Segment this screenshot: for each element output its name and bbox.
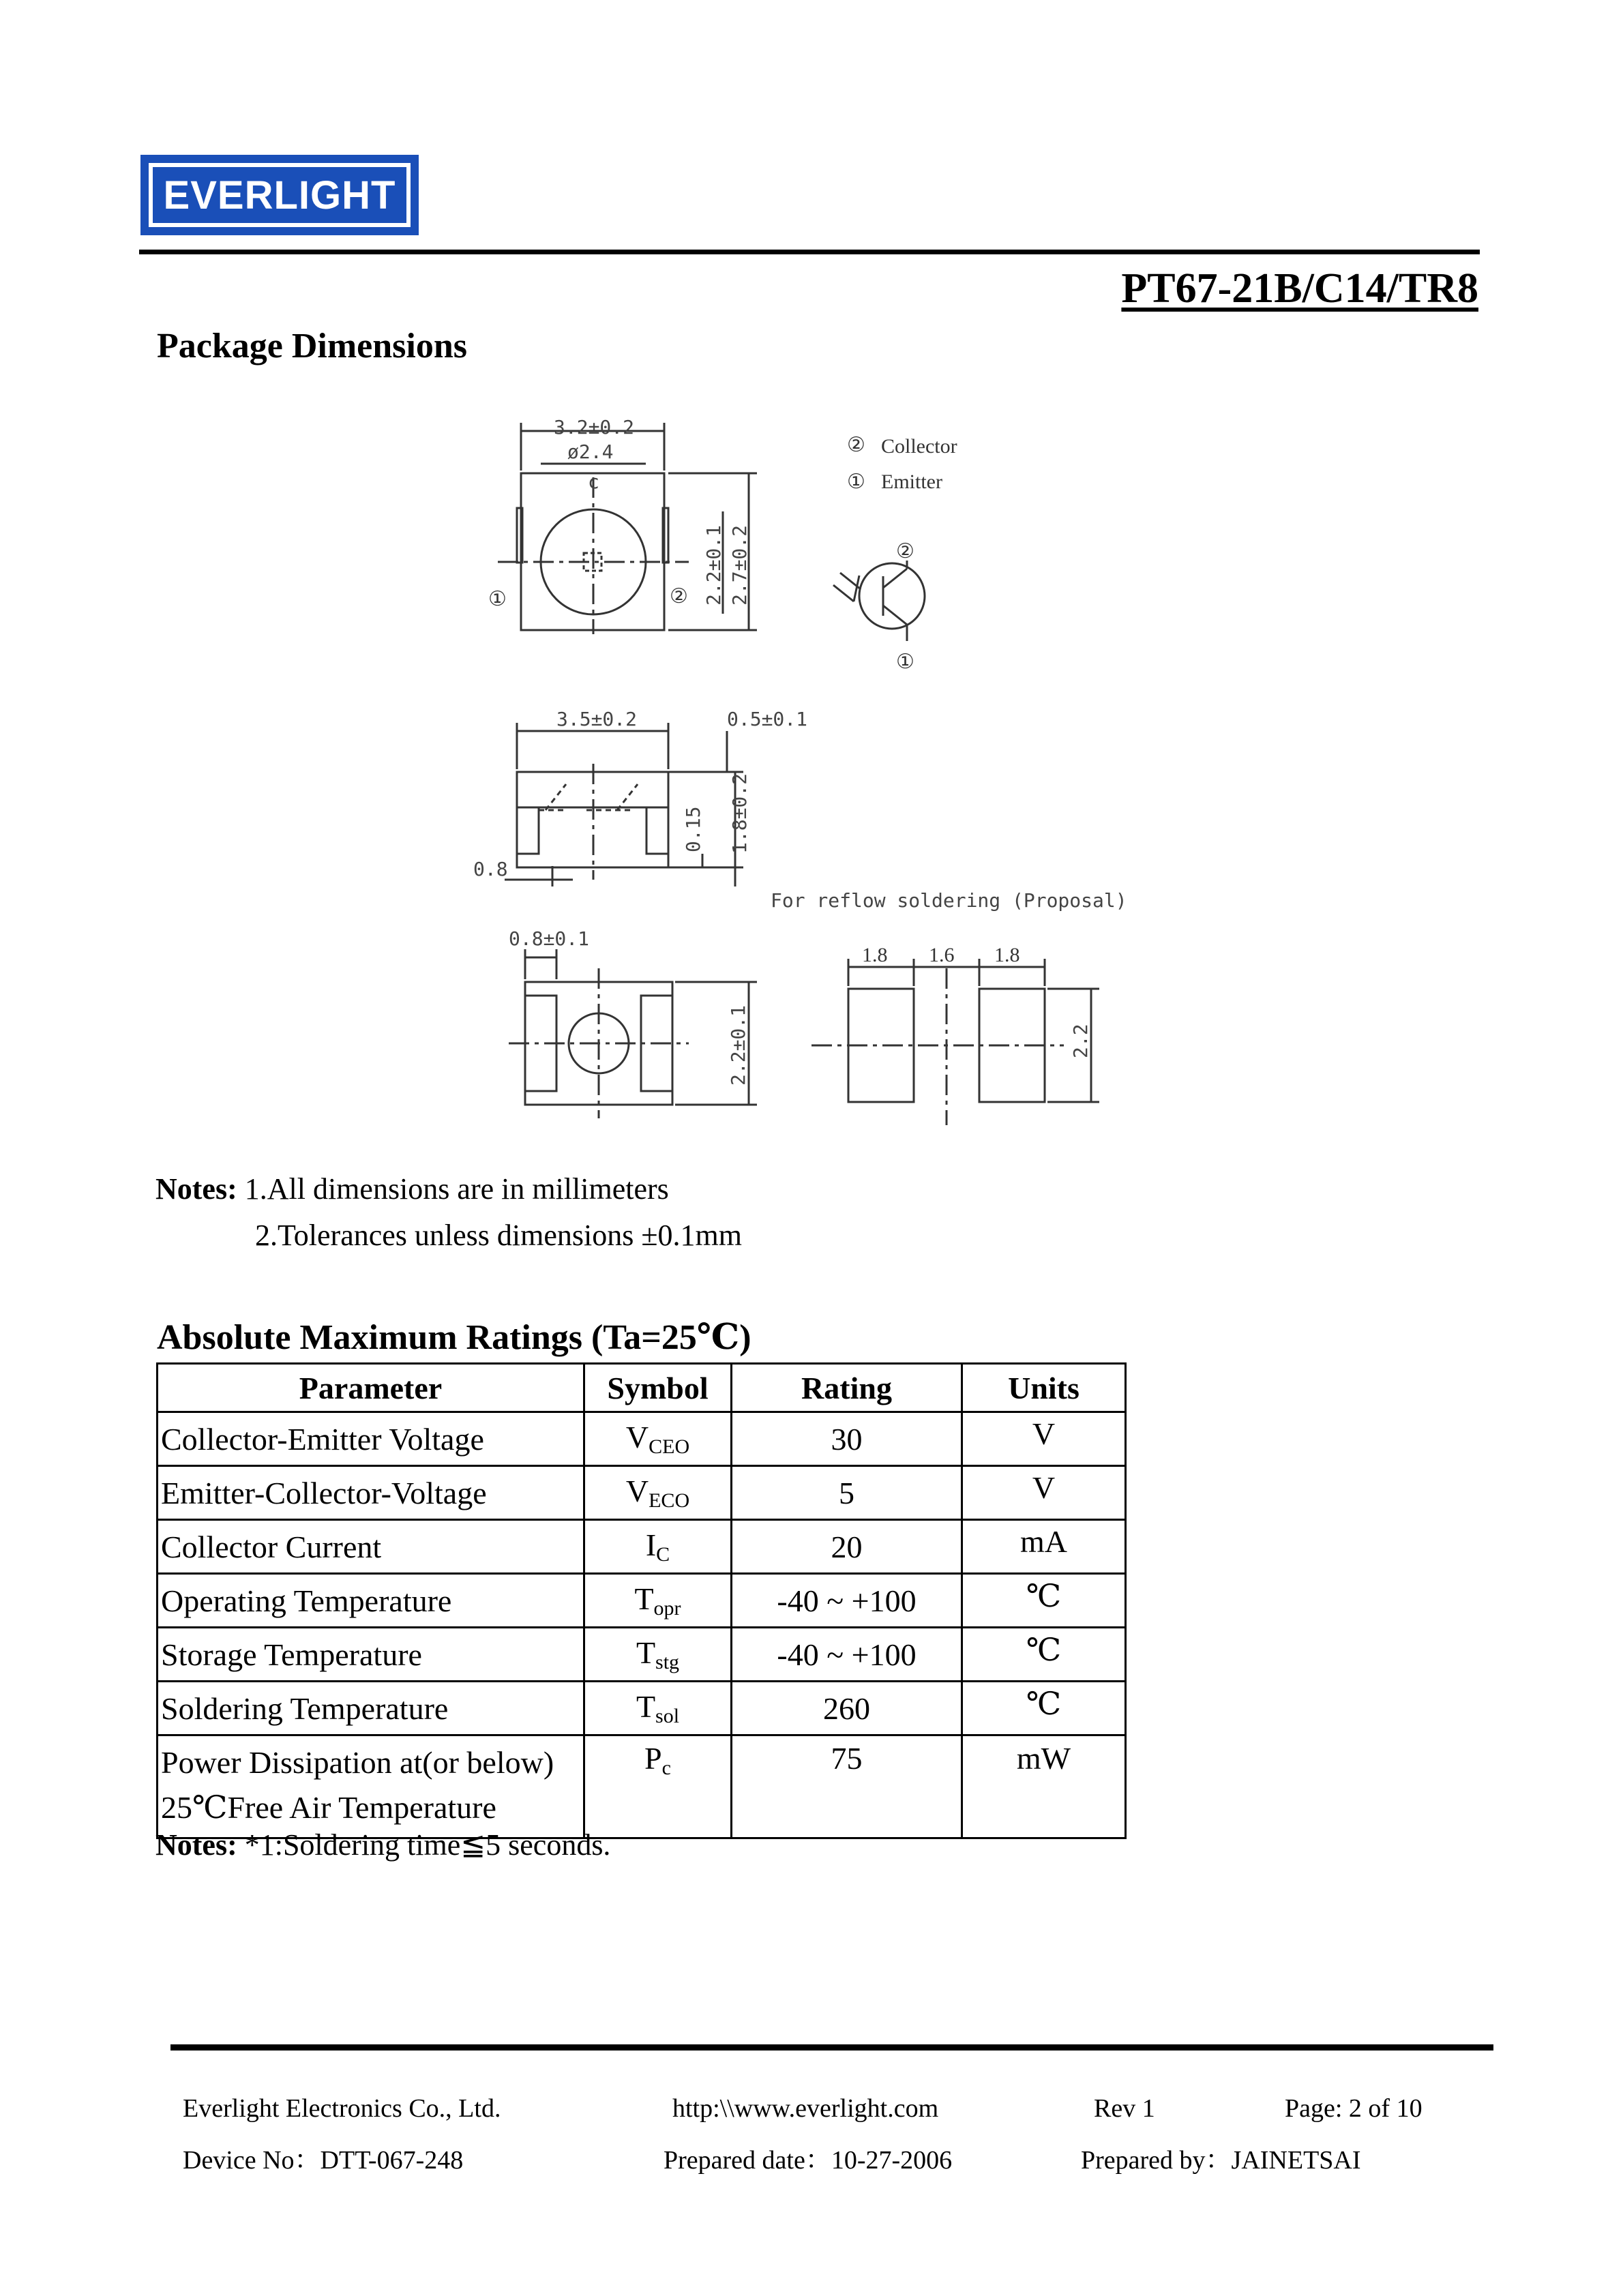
footer-prepared-by: Prepared by：JAINETSAI (1081, 2146, 1361, 2175)
symbol-cell: $I_C$ (584, 1520, 732, 1574)
footer-device-number: Device No：DTT-067-248 (183, 2146, 464, 2175)
ratings-title: Absolute Maximum Ratings (Ta=25℃) (157, 1318, 751, 1357)
notes-label: Notes: (155, 1828, 237, 1862)
table-row (158, 1520, 1126, 1574)
unit-cell: V (962, 1466, 1126, 1520)
header-rating: Rating (732, 1364, 962, 1412)
symbol-cell: $T_{opr}$ (584, 1574, 732, 1628)
param-cell: Power Dissipation at(or below) 25℃Free Air Temperature (158, 1735, 584, 1838)
header-rule (139, 250, 1480, 254)
dim-height-inner: 2.2±0.1 (702, 524, 725, 606)
footer-page-number: Page: 2 of 10 (1285, 2094, 1423, 2123)
footer-prepared-date: Prepared date：10-27-2006 (664, 2146, 953, 2175)
legend-emitter: Emitter (881, 471, 942, 493)
rating-cell: 20 (732, 1520, 962, 1574)
legend-emitter-num: ① (847, 471, 865, 493)
header-symbol: Symbol (584, 1364, 732, 1412)
header-parameter: Parameter (158, 1364, 584, 1412)
everlight-logo (140, 155, 419, 235)
note-line-1: 1.All dimensions are in millimeters (237, 1172, 669, 1206)
top-pin1-label: ① (488, 588, 507, 610)
ratings-table (156, 1362, 1127, 1839)
rating-cell: 260 (732, 1682, 962, 1735)
rating-cell: -40 ~ +100 (732, 1574, 962, 1628)
table-row (158, 1574, 1126, 1628)
dim-width-top: 3.2±0.2 (554, 416, 635, 438)
legend-collector: Collector (881, 435, 957, 458)
table-row (158, 1466, 1126, 1520)
top-pin2-label: ② (670, 585, 688, 608)
rating-cell: 75 (732, 1735, 962, 1838)
param-cell: Soldering Temperature (158, 1682, 584, 1735)
table-row (158, 1628, 1126, 1682)
notes-soldering (155, 1828, 610, 1862)
dim-lead: 0.5±0.1 (727, 708, 808, 730)
param-cell: Collector Current (158, 1520, 584, 1574)
package-dimensions-title: Package Dimensions (157, 327, 467, 366)
symbol-pin2: ② (896, 540, 914, 563)
unit-cell: V (962, 1412, 1126, 1466)
rating-cell: 5 (732, 1466, 962, 1520)
symbol-pin1: ① (896, 651, 914, 673)
dim-thickness-1: 0.15 (682, 806, 704, 852)
symbol-cell: $P_c$ (584, 1735, 732, 1838)
part-number: PT67-21B/C14/TR8 (1121, 265, 1478, 312)
unit-cell: mA (962, 1520, 1126, 1574)
unit-cell: ℃ (962, 1682, 1126, 1735)
dim-thickness-2: 1.8±0.2 (728, 773, 751, 854)
dim-foot: 0.8 (473, 858, 508, 880)
table-row (158, 1682, 1126, 1735)
unit-cell: ℃ (962, 1628, 1126, 1682)
reflow-dim-3: 1.8 (994, 944, 1020, 966)
footer-url[interactable]: http:\\www.everlight.com (672, 2094, 939, 2123)
unit-cell: ℃ (962, 1574, 1126, 1628)
rating-cell: -40 ~ +100 (732, 1628, 962, 1682)
reflow-title: For reflow soldering (Proposal) (771, 889, 1127, 912)
footer-revision: Rev 1 (1094, 2094, 1155, 2123)
center-mark: c (588, 471, 599, 493)
phototransistor-symbol (859, 563, 925, 629)
param-cell: Collector-Emitter Voltage (158, 1412, 584, 1466)
table-row (158, 1412, 1126, 1466)
param-cell: Operating Temperature (158, 1574, 584, 1628)
reflow-dim-height: 2.2 (1069, 1024, 1092, 1058)
note-line-2: 2.Tolerances unless dimensions ±0.1mm (255, 1219, 742, 1252)
unit-cell: mW (962, 1735, 1126, 1838)
symbol-cell: $T_{stg}$ (584, 1628, 732, 1682)
table-header-row (158, 1364, 1126, 1412)
legend-collector-num: ② (847, 434, 865, 456)
soldering-note: *1:Soldering time≦5 seconds. (237, 1828, 611, 1862)
rating-cell: 30 (732, 1412, 962, 1466)
dim-pad-width: 0.8±0.1 (509, 927, 590, 950)
symbol-cell: $V_{ECO}$ (584, 1466, 732, 1520)
footer-rule (170, 2044, 1493, 2051)
header-units: Units (962, 1364, 1126, 1412)
dim-bottom-height: 2.2±0.1 (727, 1004, 749, 1086)
logo-text: EVERLIGHT (163, 173, 396, 218)
footer-company: Everlight Electronics Co., Ltd. (183, 2094, 501, 2123)
notes-label: Notes: (155, 1172, 237, 1206)
reflow-dim-2: 1.6 (929, 944, 955, 966)
table-row (158, 1735, 1126, 1838)
dim-lens-diameter: ø2.4 (567, 441, 614, 463)
param-cell: Emitter-Collector-Voltage (158, 1466, 584, 1520)
package-dimensions-drawing (0, 382, 1623, 1152)
dim-height-outer: 2.7±0.2 (728, 524, 751, 606)
dim-side-width: 3.5±0.2 (556, 708, 638, 730)
param-cell: Storage Temperature (158, 1628, 584, 1682)
reflow-dim-1: 1.8 (862, 944, 888, 966)
symbol-cell: $V_{CEO}$ (584, 1412, 732, 1466)
symbol-cell: $T_{sol}$ (584, 1682, 732, 1735)
notes-dimensions (155, 1172, 669, 1206)
